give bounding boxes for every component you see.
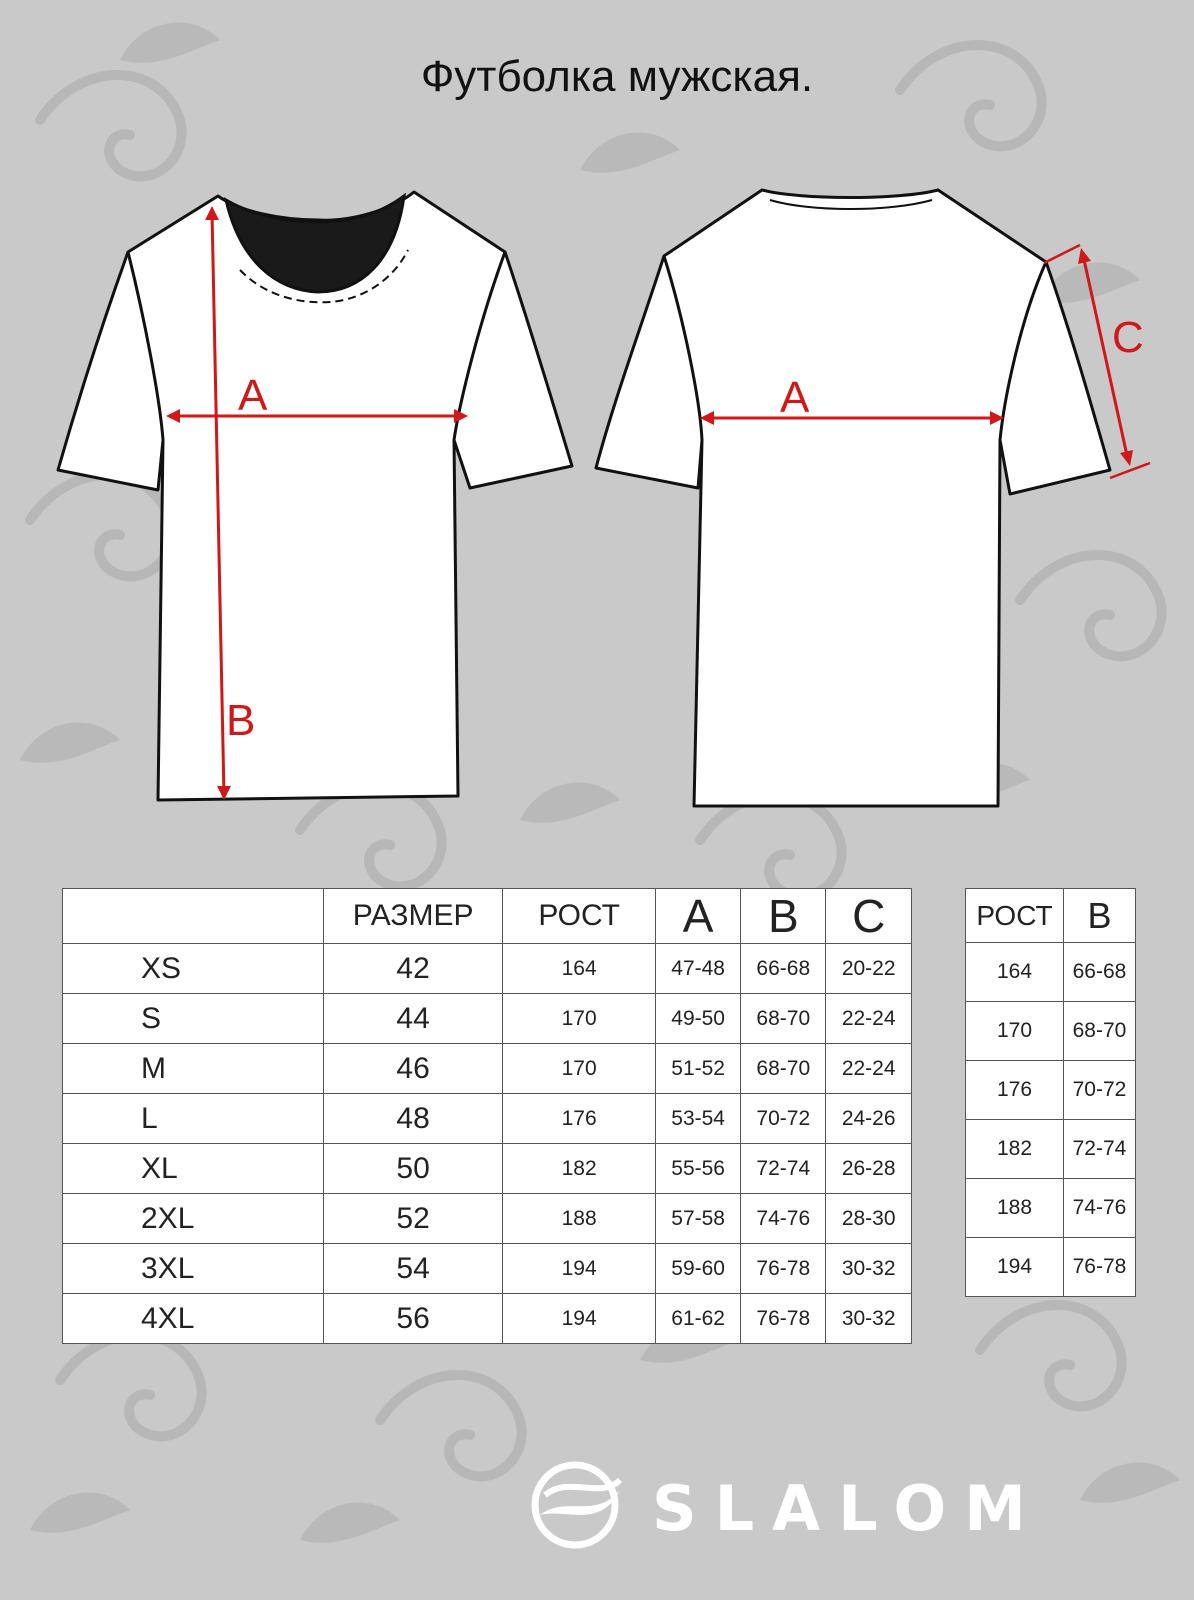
table-cell: 182 bbox=[503, 1144, 656, 1194]
table-cell: 2XL bbox=[63, 1194, 324, 1244]
table-cell: 49-50 bbox=[656, 994, 741, 1044]
header-cell: A bbox=[656, 889, 741, 944]
table-cell: 194 bbox=[966, 1238, 1064, 1297]
table-cell: 51-52 bbox=[656, 1044, 741, 1094]
table-cell: 76-78 bbox=[741, 1244, 826, 1294]
table-cell: 24-26 bbox=[826, 1094, 912, 1144]
table-cell: 194 bbox=[503, 1244, 656, 1294]
header-cell: B bbox=[1063, 889, 1135, 943]
table-row bbox=[63, 1094, 912, 1144]
table-row bbox=[966, 1120, 1136, 1179]
tshirt-back bbox=[596, 190, 1150, 806]
table-cell: 4XL bbox=[63, 1294, 324, 1344]
header-cell: РОСТ bbox=[503, 889, 656, 944]
table-row bbox=[966, 943, 1136, 1002]
table-cell: 55-56 bbox=[656, 1144, 741, 1194]
table-row bbox=[63, 1194, 912, 1244]
table-cell: 52 bbox=[323, 1194, 502, 1244]
table-cell: 164 bbox=[966, 943, 1064, 1002]
header-cell: B bbox=[741, 889, 826, 944]
table-row bbox=[966, 1061, 1136, 1120]
table-cell: 59-60 bbox=[656, 1244, 741, 1294]
table-cell: 188 bbox=[966, 1179, 1064, 1238]
table-cell: L bbox=[63, 1094, 324, 1144]
table-cell: 170 bbox=[966, 1002, 1064, 1061]
table-cell: 30-32 bbox=[826, 1244, 912, 1294]
table-cell: 72-74 bbox=[741, 1144, 826, 1194]
table-cell: 170 bbox=[503, 994, 656, 1044]
table-cell: 68-70 bbox=[741, 994, 826, 1044]
table-cell: 46 bbox=[323, 1044, 502, 1094]
table-cell: 176 bbox=[503, 1094, 656, 1144]
table-cell: XS bbox=[63, 944, 324, 994]
table-cell: 182 bbox=[966, 1120, 1064, 1179]
table-cell: 70-72 bbox=[1063, 1061, 1135, 1120]
table-cell: 68-70 bbox=[1063, 1002, 1135, 1061]
table-cell: 22-24 bbox=[826, 994, 912, 1044]
side-table-header bbox=[966, 889, 1136, 943]
table-cell: 57-58 bbox=[656, 1194, 741, 1244]
table-cell: 54 bbox=[323, 1244, 502, 1294]
table-row bbox=[63, 1244, 912, 1294]
size-table-header bbox=[63, 889, 912, 944]
size-table bbox=[62, 888, 912, 1344]
table-cell: 68-70 bbox=[741, 1044, 826, 1094]
table-cell: 47-48 bbox=[656, 944, 741, 994]
label-c: C bbox=[1112, 313, 1144, 362]
table-cell: 26-28 bbox=[826, 1144, 912, 1194]
logo-text: SLALOM bbox=[652, 1472, 1044, 1545]
table-row bbox=[63, 1044, 912, 1094]
table-cell: 164 bbox=[503, 944, 656, 994]
table-cell: 61-62 bbox=[656, 1294, 741, 1344]
table-cell: 28-30 bbox=[826, 1194, 912, 1244]
table-cell: XL bbox=[63, 1144, 324, 1194]
table-cell: 76-78 bbox=[741, 1294, 826, 1344]
table-cell: 56 bbox=[323, 1294, 502, 1344]
table-row bbox=[63, 944, 912, 994]
table-cell: S bbox=[63, 994, 324, 1044]
header-cell: РАЗМЕР bbox=[323, 889, 502, 944]
table-row bbox=[63, 994, 912, 1044]
table-cell: 3XL bbox=[63, 1244, 324, 1294]
table-cell: 53-54 bbox=[656, 1094, 741, 1144]
table-cell: 176 bbox=[966, 1061, 1064, 1120]
table-row bbox=[63, 1294, 912, 1344]
table-cell: 48 bbox=[323, 1094, 502, 1144]
label-a-front: A bbox=[238, 371, 268, 420]
table-cell: 76-78 bbox=[1063, 1238, 1135, 1297]
slalom-swoosh-icon bbox=[520, 1460, 650, 1550]
table-cell: 22-24 bbox=[826, 1044, 912, 1094]
table-cell: 74-76 bbox=[1063, 1179, 1135, 1238]
label-b: B bbox=[226, 696, 256, 745]
table-cell: 30-32 bbox=[826, 1294, 912, 1344]
table-cell: 188 bbox=[503, 1194, 656, 1244]
slalom-logo bbox=[520, 1460, 1080, 1550]
header-cell bbox=[63, 889, 324, 944]
table-cell: 72-74 bbox=[1063, 1120, 1135, 1179]
table-cell: 70-72 bbox=[741, 1094, 826, 1144]
table-row bbox=[63, 1144, 912, 1194]
table-cell: 74-76 bbox=[741, 1194, 826, 1244]
label-a-back: A bbox=[780, 373, 810, 422]
table-cell: 66-68 bbox=[741, 944, 826, 994]
tshirt-front bbox=[58, 192, 572, 800]
header-cell: C bbox=[826, 889, 912, 944]
table-row bbox=[966, 1238, 1136, 1297]
table-cell: 42 bbox=[323, 944, 502, 994]
table-row bbox=[966, 1179, 1136, 1238]
table-cell: 20-22 bbox=[826, 944, 912, 994]
table-cell: 66-68 bbox=[1063, 943, 1135, 1002]
table-cell: 44 bbox=[323, 994, 502, 1044]
header-cell: РОСТ bbox=[966, 889, 1064, 943]
table-cell: 50 bbox=[323, 1144, 502, 1194]
table-cell: 194 bbox=[503, 1294, 656, 1344]
table-cell: M bbox=[63, 1044, 324, 1094]
page-title: Футболка мужская. bbox=[420, 52, 814, 101]
table-row bbox=[966, 1002, 1136, 1061]
table-cell: 170 bbox=[503, 1044, 656, 1094]
height-length-table bbox=[965, 888, 1136, 1297]
